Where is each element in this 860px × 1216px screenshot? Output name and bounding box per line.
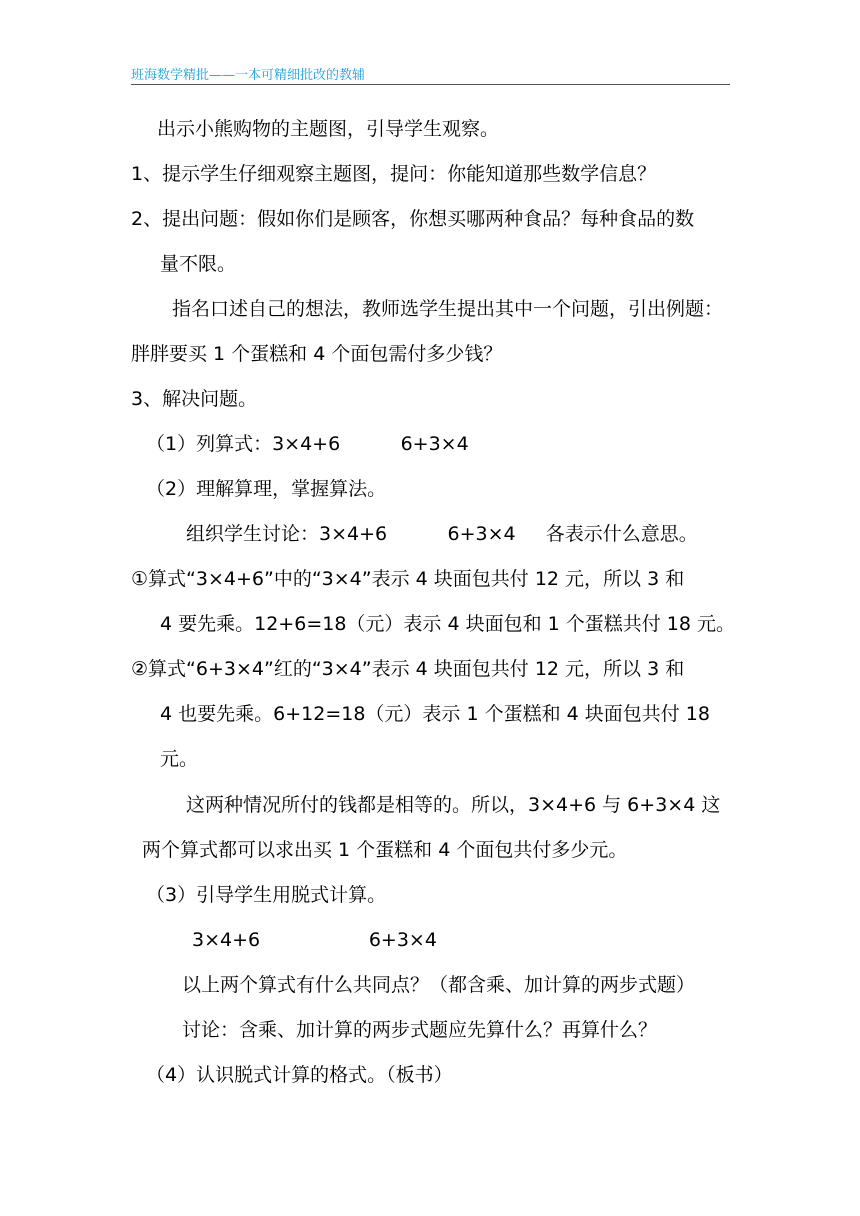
- text-line-10: 组织学生讨论：3×4+6 6+3×4 各表示什么意思。: [186, 523, 698, 545]
- text-line-4: 量不限。: [160, 253, 237, 275]
- text-line-22: （4）认识脱式计算的格式。（板书）: [146, 1064, 453, 1086]
- text-line-11: ①算式“3×4+6”中的“3×4”表示 4 块面包共付 12 元，所以 3 和: [131, 568, 685, 590]
- text-line-8: （1）列算式：3×4+6 6+3×4: [146, 433, 469, 455]
- text-line-9: （2）理解算理，掌握算法。: [146, 478, 387, 500]
- text-line-20: 以上两个算式有什么共同点？（都含乘、加计算的两步式题）: [182, 974, 696, 996]
- text-line-12: 4 要先乘。12+6=18（元）表示 4 块面包和 1 个蛋糕共付 18 元。: [160, 613, 736, 635]
- text-line-15: 元。: [160, 748, 199, 770]
- page-header: [131, 62, 730, 85]
- text-line-7: 3、解决问题。: [131, 388, 258, 410]
- text-line-14: 4 也要先乘。6+12=18（元）表示 1 个蛋糕和 4 块面包共付 18: [160, 703, 710, 725]
- text-line-3: 2、提出问题：假如你们是顾客，你想买哪两种食品？每种食品的数: [131, 208, 695, 230]
- text-line-2: 1、提示学生仔细观察主题图，提问：你能知道那些数学信息？: [131, 163, 657, 185]
- header-title: 班海数学精批——一本可精细批改的教辅: [131, 68, 366, 83]
- text-line-21: 讨论：含乘、加计算的两步式题应先算什么？再算什么？: [182, 1019, 658, 1041]
- text-line-18: （3）引导学生用脱式计算。: [146, 884, 387, 906]
- text-line-1: 出示小熊购物的主题图，引导学生观察。: [157, 118, 500, 140]
- text-line-16: 这两种情况所付的钱都是相等的。所以，3×4+6 与 6+3×4 这: [186, 794, 721, 816]
- text-line-17: 两个算式都可以求出买 1 个蛋糕和 4 个面包共付多少元。: [142, 839, 628, 861]
- text-line-19: 3×4+6 6+3×4: [192, 929, 437, 951]
- text-line-5: 指名口述自己的想法，教师选学生提出其中一个问题，引出例题：: [172, 298, 724, 320]
- text-line-13: ②算式“6+3×4”红的“3×4”表示 4 块面包共付 12 元，所以 3 和: [131, 658, 685, 680]
- text-line-6: 胖胖要买 1 个蛋糕和 4 个面包需付多少钱？: [131, 343, 503, 365]
